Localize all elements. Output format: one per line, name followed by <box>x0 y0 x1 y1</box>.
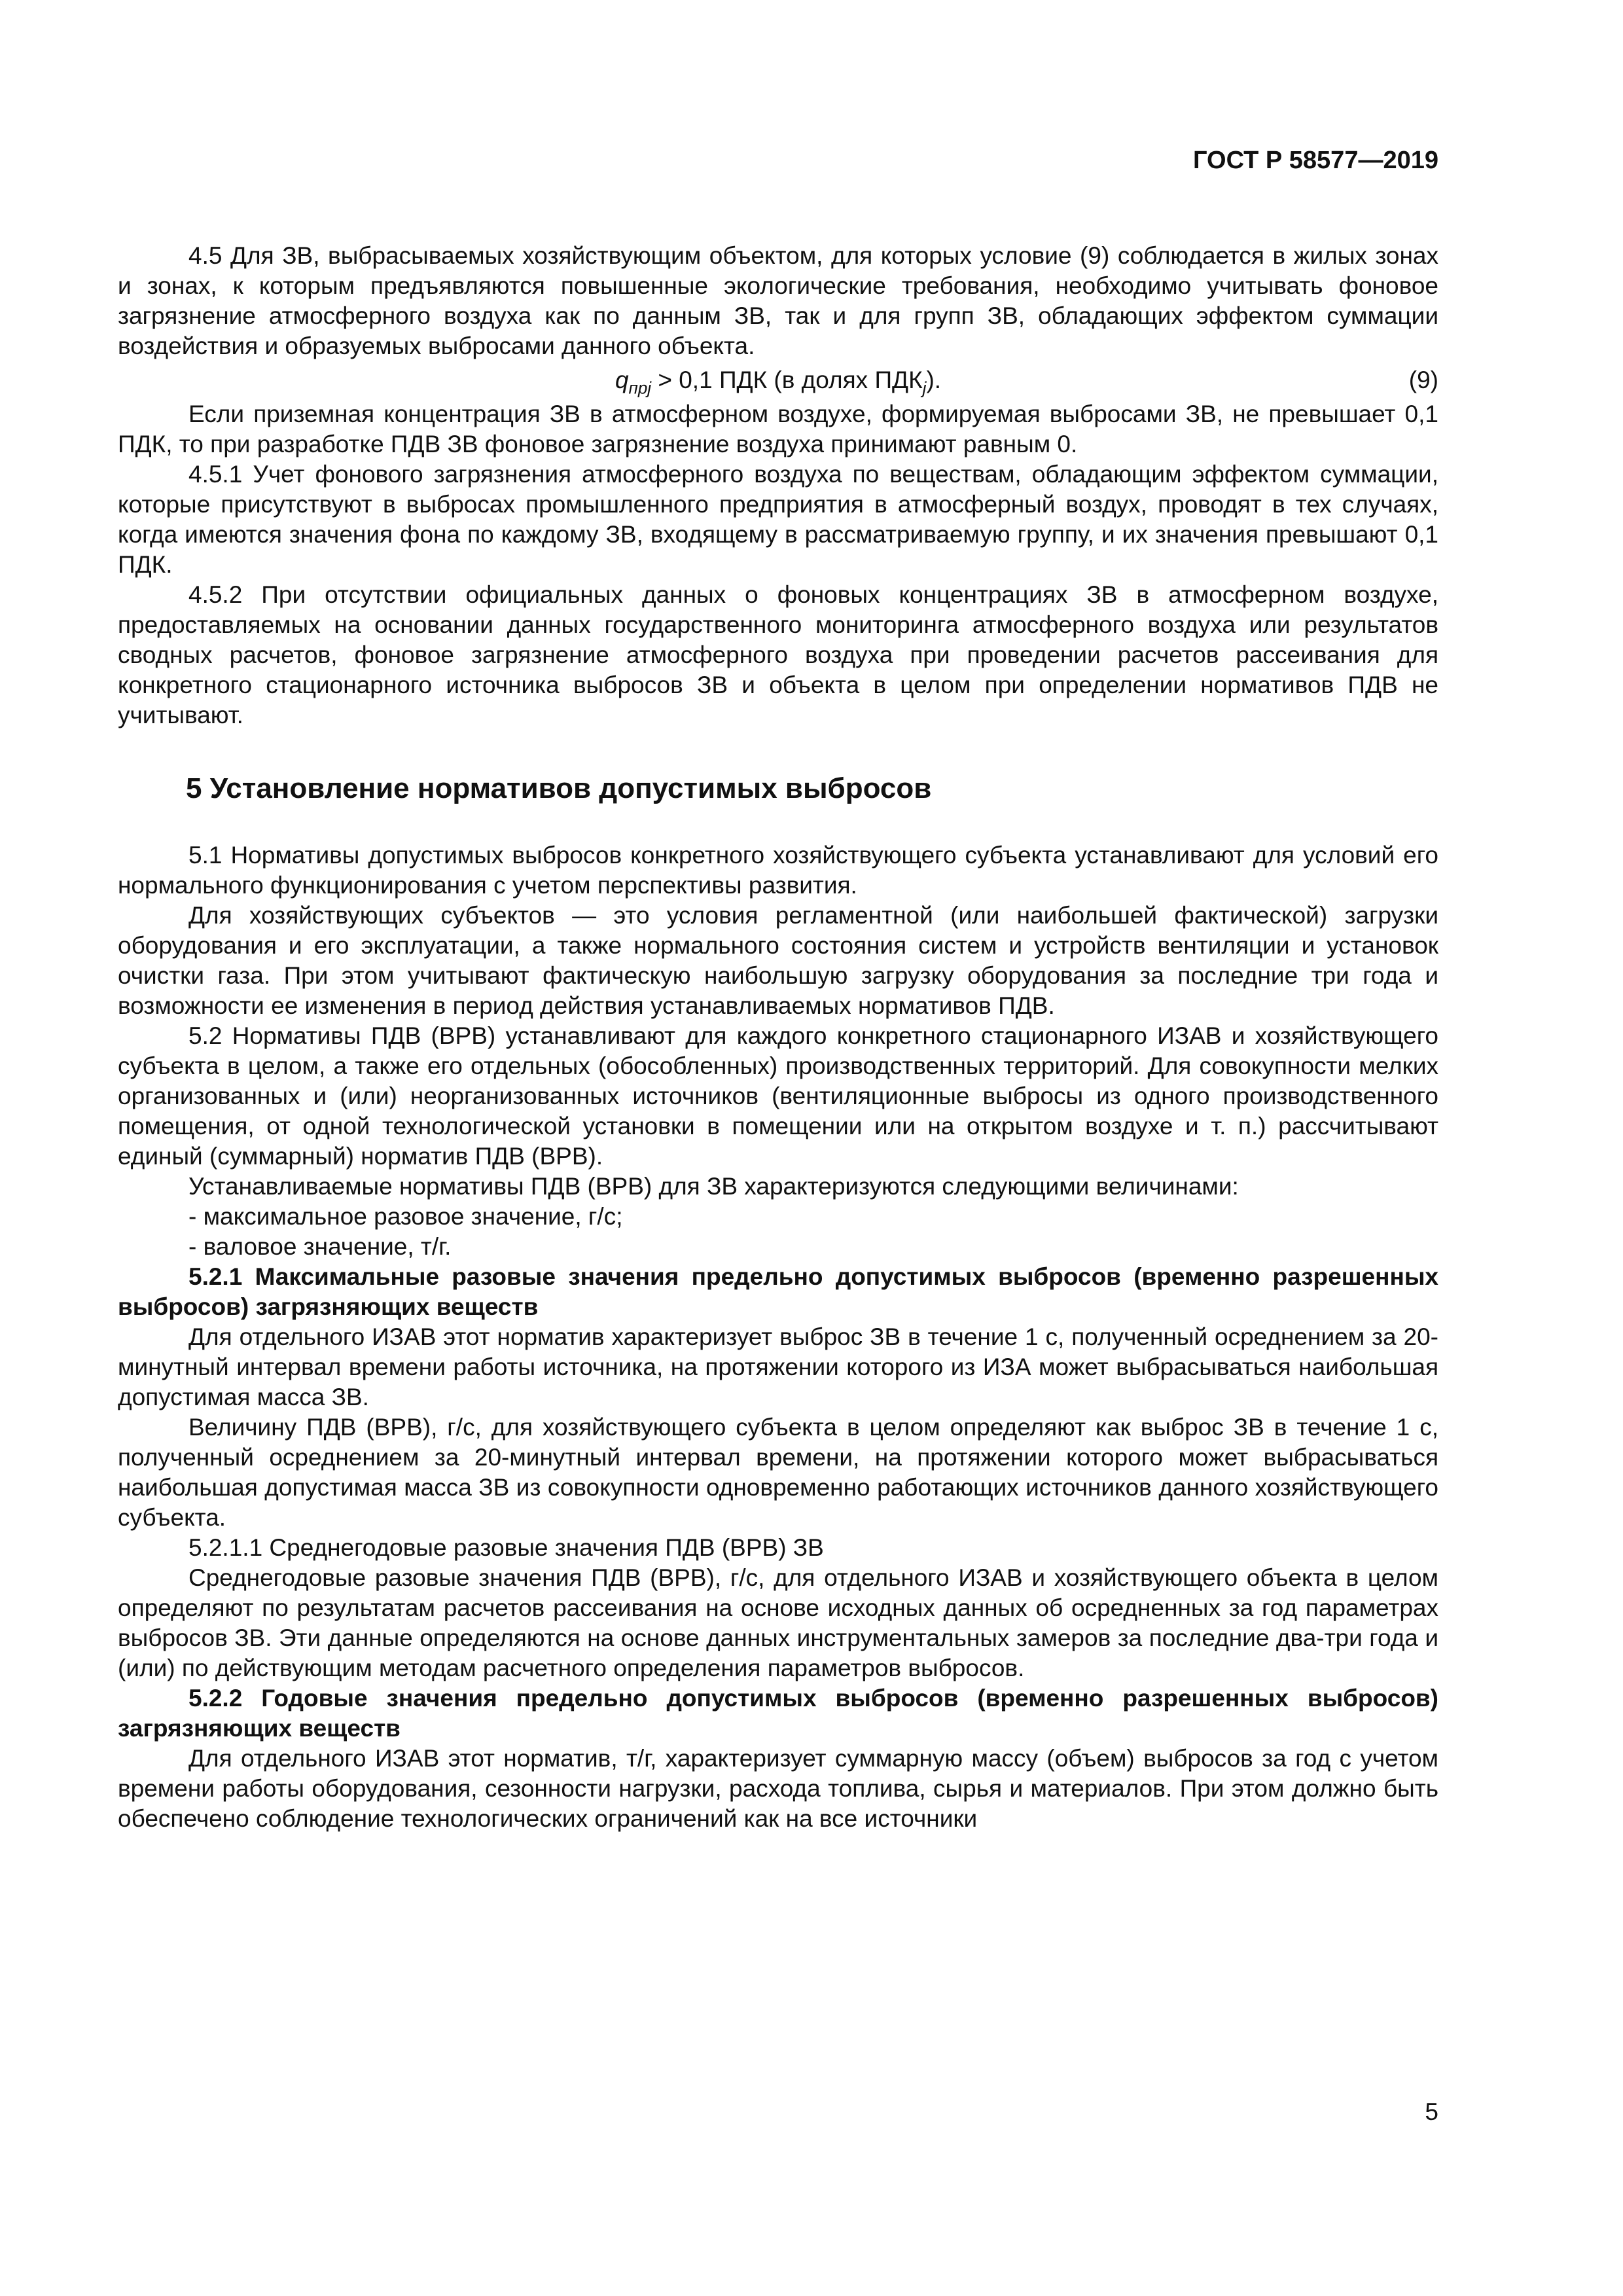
paragraph-4-5-2: 4.5.2 При отсутствии официальных данных о фоновых концентрациях ЗВ в атмосферном воздухе, предоставляемых на основании данных государственного мониторинга атмосферного воздуха или результатов сводных расчетов, фоновое загрязнение атмосферного воздуха при проведении расчетов рассеивания для конкретного стационарного источника выбросов ЗВ и объекта в целом при определении нормативов ПДВ не учитывают. <box>118 581 1438 728</box>
formula-9 <box>118 361 1438 399</box>
subsection-5-2-1-heading: 5.2.1 Максимальные разовые значения предельно допустимых выбросов (временно разрешенных выбросов) загрязняющих веществ <box>118 1263 1438 1320</box>
paragraph-single-source: Для отдельного ИЗАВ этот норматив характеризует выброс ЗВ в течение 1 с, полученный осреднением за 20-минутный интервал времени работы источника, на протяжении которого из ИЗА может выбрасываться наибольшая допустимая масса ЗВ. <box>118 1323 1438 1410</box>
document-code: ГОСТ Р 58577—2019 <box>1193 147 1438 174</box>
list-item: - максимальное разовое значение, г/с; <box>188 1203 623 1230</box>
paragraph-5-2: 5.2 Нормативы ПДВ (ВРВ) устанавливают для каждого конкретного стационарного ИЗАВ и хозяйствующего субъекта в целом, а также его отдельных (обособленных) производственных территорий. Для совокупности мелких организованных и (или) неорганизованных источников (вентиляционные выбросы из одного производственного помещения, от одной технологической установки в помещении или на открытом воздухе и т. п.) рассчитывают единый (суммарный) норматив ПДВ (ВРВ). <box>118 1022 1438 1170</box>
paragraph-4-5-1: 4.5.1 Учет фонового загрязнения атмосферного воздуха по веществам, обладающим эффектом суммации, которые присутствуют в выбросах промышленного предприятия в атмосферный воздух, проводят в тех случаях, когда имеются значения фона по каждому ЗВ, входящему в рассматриваемую группу, и их значения превышают 0,1 ПДК. <box>118 461 1438 578</box>
formula-number: (9) <box>1408 367 1438 393</box>
formula-variable: q <box>615 367 629 393</box>
paragraph-entity-value: Величину ПДВ (ВРВ), г/с, для хозяйствующего субъекта в целом определяют как выброс ЗВ в течение 1 с, полученный осреднением за 20-минутный интервал времени, на протяжении которого может выбрасываться наибольшая допустимая масса ЗВ из совокупности одновременно работающих источников данного хозяйствующего субъекта. <box>118 1414 1438 1531</box>
formula-text: > 0,1 ПДК (в долях ПДК <box>651 367 923 393</box>
paragraph-load-conditions: Для хозяйствующих субъектов — это условия регламентной (или наибольшей фактической) загрузки оборудования и его эксплуатации, а также нормального состояния систем и устройств вентиляции и установок очистки газа. При этом учитывают фактическую наибольшую загрузку оборудования за последние три года и возможности ее изменения в период действия устанавливаемых нормативов ПДВ. <box>118 902 1438 1019</box>
formula-expression <box>615 367 942 398</box>
paragraph-4-5: 4.5 Для ЗВ, выбрасываемых хозяйствующим объектом, для которых условие (9) соблюдается в жилых зонах и зонах, к которым предъявляются повышенные экологические требования, необходимо учитывать фоновое загрязнение атмосферного воздуха как по данным ЗВ, так и для групп ЗВ, обладающих эффектом суммации воздействия и образуемых выбросами данного объекта. <box>118 242 1438 359</box>
section-5-heading: 5 Установление нормативов допустимых выбросов <box>186 772 932 804</box>
paragraph-characteristics: Устанавливаемые нормативы ПДВ (ВРВ) для ЗВ характеризуются следующими величинами: <box>188 1173 1239 1200</box>
subsection-5-2-1-1-heading: 5.2.1.1 Среднегодовые разовые значения ПДВ (ВРВ) ЗВ <box>188 1534 824 1561</box>
paragraph-background-zero: Если приземная концентрация ЗВ в атмосферном воздухе, формируемая выбросами ЗВ, не превышает 0,1 ПДК, то при разработке ПДВ ЗВ фоновое загрязнение воздуха принимают равным 0. <box>118 401 1438 457</box>
subsection-5-2-2-heading: 5.2.2 Годовые значения предельно допустимых выбросов (временно разрешенных выбросов) загрязняющих веществ <box>118 1685 1438 1742</box>
formula-variable-subscript: прj <box>628 378 652 398</box>
paragraph-annual-average: Среднегодовые разовые значения ПДВ (ВРВ), г/с, для отдельного ИЗАВ и хозяйствующего объекта в целом определяют по результатам расчетов рассеивания на основе исходных данных об осредненных за год параметрах выбросов ЗВ. Эти данные определяются на основе данных инструментальных замеров за последние два-три года и (или) по действующим методам расчетного определения параметров выбросов. <box>118 1564 1438 1681</box>
formula-text-subscript: j <box>922 378 927 398</box>
list-item: - валовое значение, т/г. <box>188 1233 452 1260</box>
paragraph-5-1: 5.1 Нормативы допустимых выбросов конкретного хозяйствующего субъекта устанавливают для условий его нормального функционирования с учетом перспективы развития. <box>118 842 1438 899</box>
page-number: 5 <box>1425 2098 1438 2125</box>
paragraph-annual-norm: Для отдельного ИЗАВ этот норматив, т/г, характеризует суммарную массу (объем) выбросов за год с учетом времени работы оборудования, сезонности нагрузки, расхода топлива, сырья и материалов. При этом должно быть обеспечено соблюдение технологических ограничений как на все источники <box>118 1745 1438 1832</box>
formula-tail: ). <box>926 367 942 393</box>
